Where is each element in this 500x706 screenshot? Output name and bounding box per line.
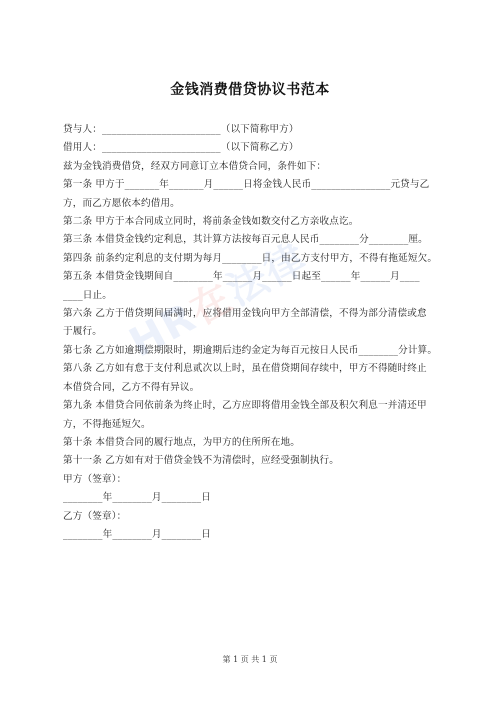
- article-1-line-1: 第一条 甲方于_______年_______月______日将金钱人民币________________元贷与乙: [63, 179, 430, 191]
- watermark-text-b: 法律: [219, 234, 316, 315]
- article-10-line: 第十条 本借贷合同的履行地点，为甲方的住所所在地。: [63, 436, 301, 448]
- article-7-line: 第七条 乙方如逾期偿期限时，期逾期后违约金定为每百元按日人民币________分计算。: [63, 344, 438, 356]
- article-8-line-1: 第八条 乙方如有怠于支付利息贰次以上时，虽在借贷期间存续中，甲方不得随时终止: [63, 363, 427, 375]
- article-2-line: 第二条 甲方于本合同成立同时，将前条金钱如数交付乙方亲收点讫。: [63, 216, 359, 228]
- borrower-line: 借用人：________________________（以下简称乙方）: [63, 142, 299, 154]
- watermark-text-c: 在: [182, 274, 242, 335]
- watermark-text-a: HR: [122, 293, 205, 367]
- party-b-signature-label: 乙方（签章）：: [63, 510, 127, 522]
- article-11-line: 第十一条 乙方如有对于借贷金钱不为清偿时，应经受强制执行。: [63, 455, 340, 467]
- party-b-date-line: ________年________月________日: [63, 528, 211, 540]
- article-3-line: 第三条 本借贷金钱约定利息，其计算方法按每百元息人民币________分________厘。: [63, 234, 428, 246]
- party-a-date-line: ________年________月________日: [63, 492, 211, 504]
- document-title: 金钱消费借贷协议书范本: [170, 82, 330, 98]
- article-6-line-1: 第六条 乙方于借贷期间届满时，应将借用金钱向甲方全部清偿，不得为部分清偿或怠: [63, 308, 427, 320]
- preamble-line: 兹为金钱消费借贷，经双方同意订立本借贷合同，条件如下：: [63, 160, 327, 172]
- article-5-line-2: ____日止。: [63, 289, 113, 301]
- lender-line: 贷与人：________________________（以下简称甲方）: [63, 124, 299, 135]
- article-1-line-2: 方，而乙方愿依本约借用。: [63, 197, 180, 209]
- article-5-line-1: 第五条 本借贷金钱期间自________年______月______日起至______年______月____: [63, 271, 420, 283]
- party-a-signature-label: 甲方（签章）：: [63, 473, 127, 485]
- article-4-line: 第四条 前条约定利息的支付期为每月________日，由乙方支付甲方，不得有拖延短欠。: [63, 252, 438, 264]
- page-footer: 第 1 页 共 1 页: [222, 655, 278, 664]
- article-9-line-2: 方，不得拖延短欠。: [63, 418, 151, 430]
- document-body: [63, 121, 443, 544]
- article-9-line-1: 第九条 本借贷合同依前条为终止时，乙方应即将借用金钱全部及积欠利息一并清还甲: [63, 400, 427, 412]
- article-6-line-2: 于履行。: [63, 326, 102, 338]
- article-8-line-2: 本借贷合同，乙方不得有异议。: [63, 381, 200, 393]
